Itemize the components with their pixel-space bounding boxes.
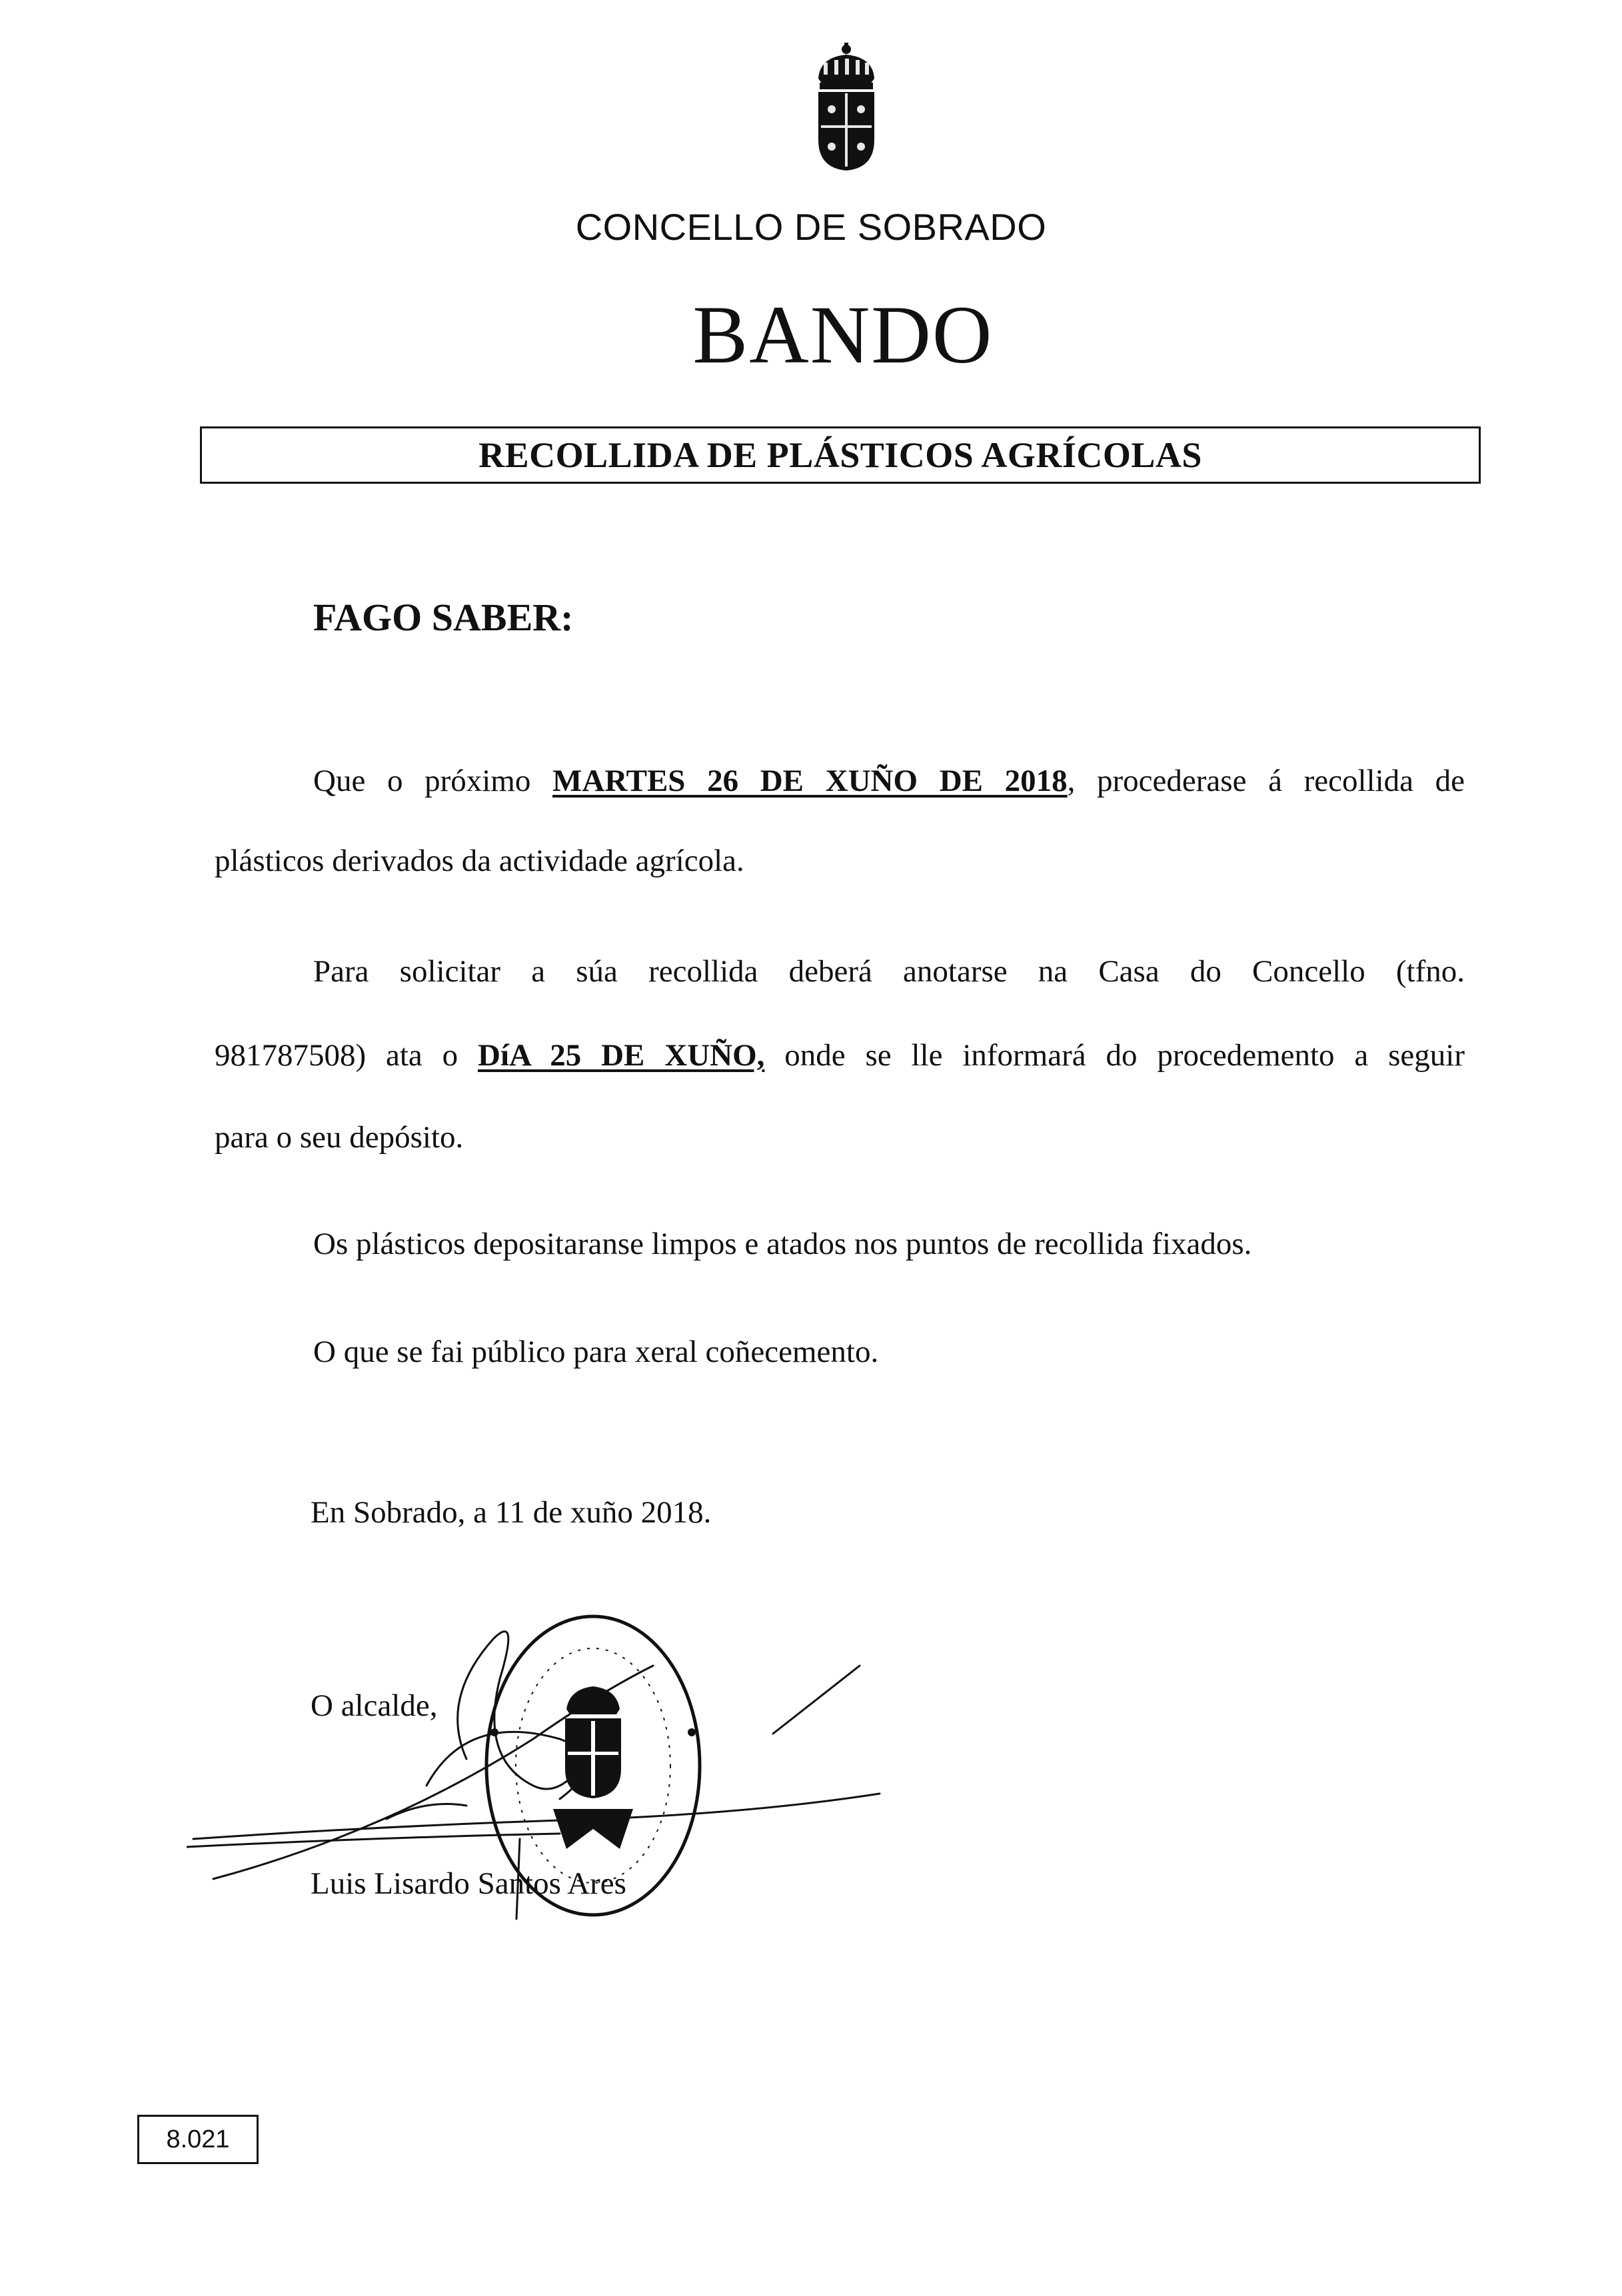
municipality-name: CONCELLO DE SOBRADO — [575, 206, 1047, 248]
registration-deadline: DíA 25 DE XUÑO, — [478, 1038, 765, 1073]
paragraph-2-text-end: onde se lle informará do procedemento a seguir — [764, 1038, 1465, 1073]
signer-name: Luis Lisardo Santos Ares — [311, 1866, 626, 1901]
subject-title: RECOLLIDA DE PLÁSTICOS AGRÍCOLAS — [478, 435, 1202, 475]
paragraph-2-line-2 — [215, 1037, 1465, 1073]
document-code: 8.021 — [166, 2125, 230, 2153]
paragraph-1-line-1 — [313, 763, 1465, 799]
paragraph-2 — [215, 953, 1465, 995]
paragraph-4: O que se fai público para xeral coñecemento. — [313, 1335, 879, 1369]
paragraph-2-line-2-wrap — [215, 1037, 1465, 1079]
subject-box — [200, 426, 1481, 484]
paragraph-1-line-2: plásticos derivados da actividade agrícola. — [215, 844, 744, 878]
paragraph-1 — [215, 763, 1465, 804]
document-code-box — [137, 2115, 259, 2164]
paragraph-1-text-start: Que o próximo — [313, 764, 553, 798]
document-type-title: BANDO — [692, 289, 994, 380]
collection-date: MARTES 26 DE XUÑO DE 2018 — [552, 764, 1068, 798]
announcement-heading: FAGO SABER: — [313, 596, 574, 639]
paragraph-3: Os plásticos depositaranse limpos e atados nos puntos de recollida fixados. — [313, 1227, 1252, 1261]
paragraph-2-text-start: 981787508) ata o — [215, 1038, 478, 1073]
paragraph-2-line-3: para o seu depósito. — [215, 1120, 464, 1155]
paragraph-1-text-end: , procederase á recollida de — [1067, 764, 1465, 798]
official-seal — [480, 1609, 706, 1922]
place-and-date: En Sobrado, a 11 de xuño 2018. — [311, 1495, 712, 1530]
coat-of-arms-icon — [806, 40, 886, 173]
paragraph-2-line-1: Para solicitar a súa recollida deberá anotarse na Casa do Concello (tfno. — [313, 954, 1465, 989]
signer-role: O alcalde, — [311, 1688, 438, 1723]
